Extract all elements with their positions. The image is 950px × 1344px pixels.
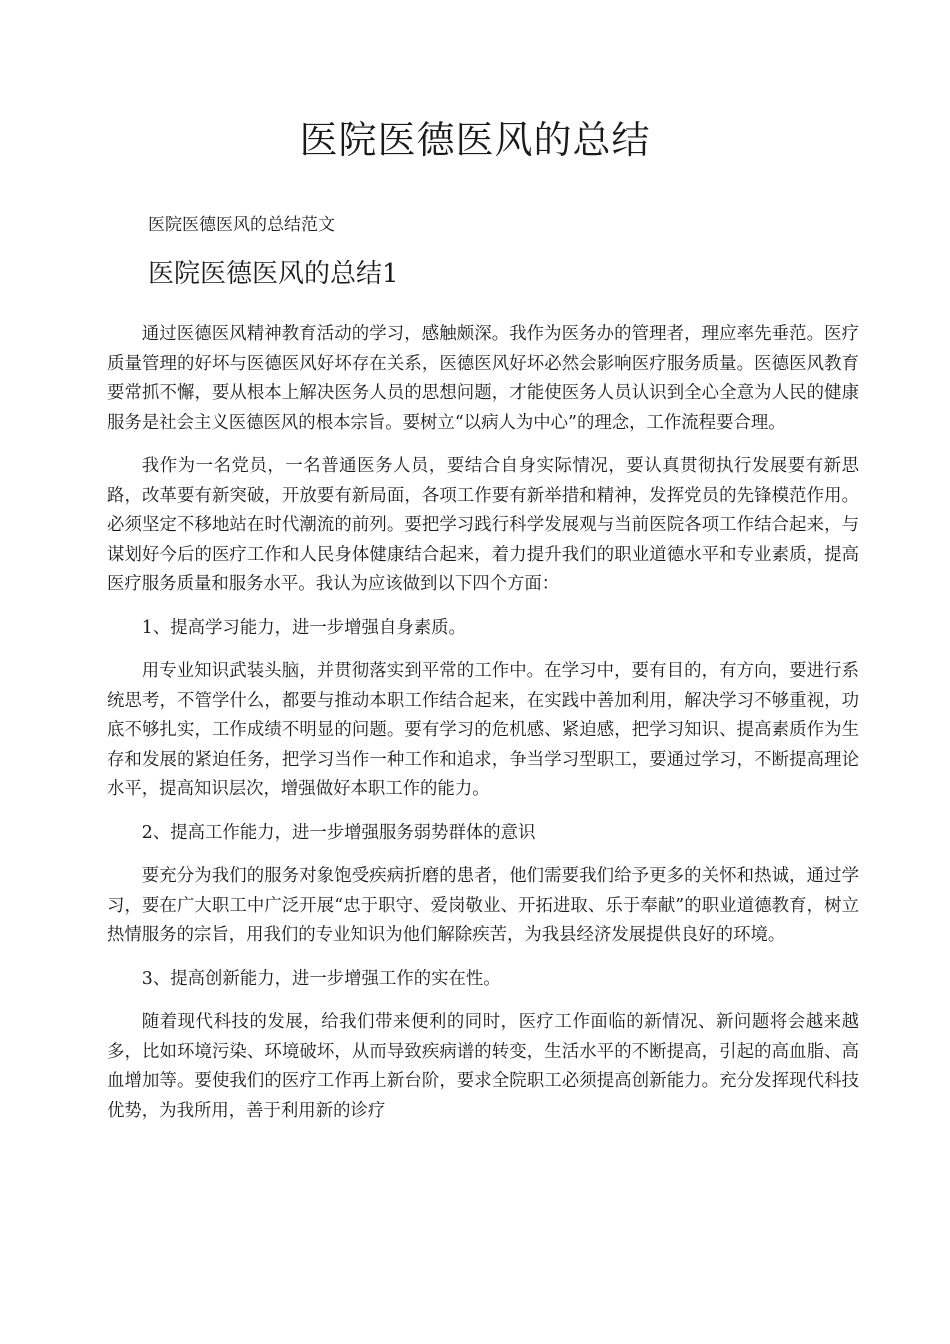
paragraph: 通过医德医风精神教育活动的学习，感触颇深。我作为医务办的管理者，理应率先垂范。医疗质量管理的好坏与医德医风好坏存在关系，医德医风好坏必然会影响医疗服务质量。医德医风教育要常抓不懈，要从根本上解决医务人员的思想问题，才能使医务人员认识到全心全意为人民的健康服务是社会主义医德医风的根本宗旨。要树立“以病人为中心”的理念，工作流程要合理。 (107, 324, 859, 433)
document-body (107, 320, 859, 1140)
paragraph: 要充分为我们的服务对象饱受疾病折磨的患者，他们需要我们给予更多的关怀和热诚，通过学习，要在广大职工中广泛开展“忠于职守、爱岗敬业、开拓进取、乐于奉献”的职业道德教育，树立热情服务的宗旨，用我们的专业知识为他们解除疾苦，为我县经济发展提供良好的环境。 (107, 866, 859, 945)
section-heading: 医院医德医风的总结1 (148, 259, 399, 289)
list-item-heading: 2、提高工作能力，进一步增强服务弱势群体的意识 (141, 822, 536, 843)
paragraph: 随着现代科技的发展，给我们带来便利的同时，医疗工作面临的新情况、新问题将会越来越多，比如环境污染、环境破坏，从而导致疾病谱的转变，生活水平的不断提高，引起的高血脂、高血增加等。要使我们的医疗工作再上新台阶，要求全院职工必须提高创新能力。充分发挥现代科技优势，为我所用，善于利用新的诊疗 (107, 1012, 859, 1121)
document-title: 医院医德医风的总结 (299, 118, 651, 162)
list-item-heading: 3、提高创新能力，进一步增强工作的实在性。 (141, 968, 501, 989)
paragraph: 用专业知识武装头脑，并贯彻落实到平常的工作中。在学习中，要有目的，有方向，要进行系统思考，不管学什么，都要与推动本职工作结合起来，在实践中善加利用，解决学习不够重视，功底不够扎实，工作成绩不明显的问题。要有学习的危机感、紧迫感，把学习知识、提高素质作为生存和发展的紧迫任务，把学习当作一种工作和追求，争当学习型职工，要通过学习，不断提高理论水平，提高知识层次，增强做好本职工作的能力。 (107, 661, 859, 799)
document-subtitle: 医院医德医风的总结范文 (148, 215, 335, 235)
list-item-heading: 1、提高学习能力，进一步增强自身素质。 (141, 617, 466, 638)
paragraph: 我作为一名党员，一名普通医务人员，要结合自身实际情况，要认真贯彻执行发展要有新思路，改革要有新突破，开放要有新局面，各项工作要有新举措和精神，发挥党员的先锋模范作用。必须坚定不移地站在时代潮流的前列。要把学习践行科学发展观与当前医院各项工作结合起来，与谋划好今后的医疗工作和人民身体健康结合起来，着力提升我们的职业道德水平和专业素质，提高医疗服务质量和服务水平。我认为应该做到以下四个方面： (107, 456, 859, 594)
